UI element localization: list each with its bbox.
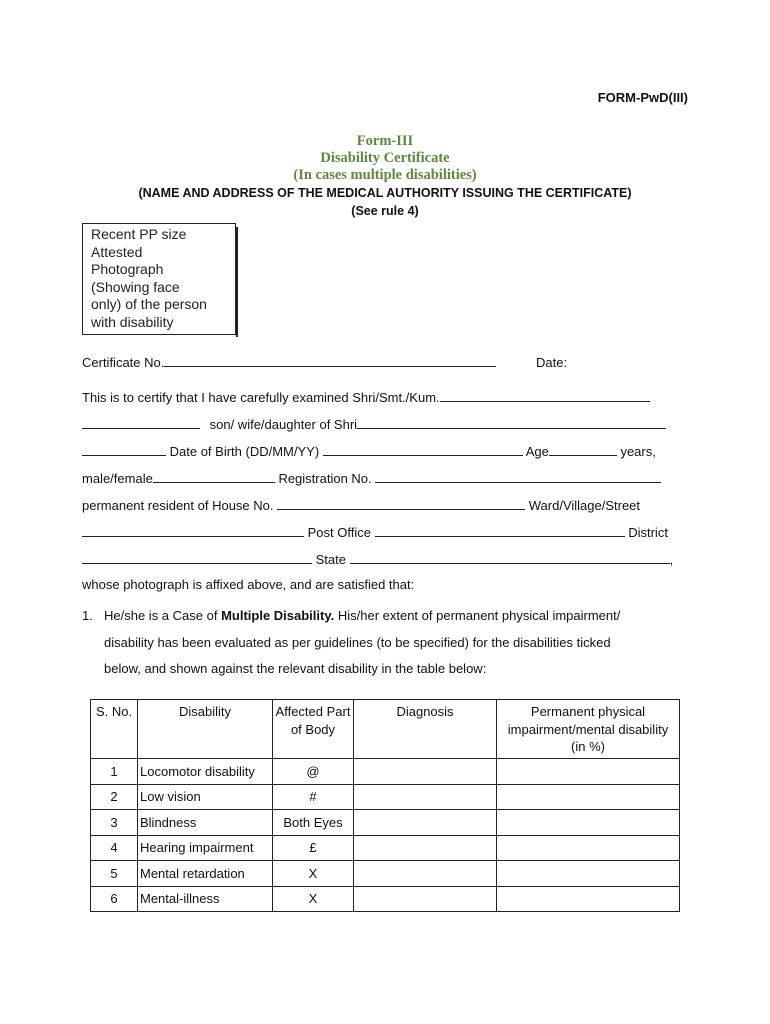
cell-impairment-percent[interactable] (497, 835, 680, 861)
certify-label: This is to certify that I have carefully examined Shri/Smt./Kum. (82, 390, 440, 405)
header-sno: S. No. (91, 700, 138, 759)
certificate-no-label: Certificate No. (82, 355, 165, 370)
table-row (91, 835, 680, 861)
photo-affixed-text: whose photograph is affixed above, and are satisfied that: (82, 577, 415, 592)
cell-disability: Locomotor disability (138, 759, 273, 785)
cell-disability: Low vision (138, 784, 273, 810)
cell-disability: Hearing impairment (138, 835, 273, 861)
district-field[interactable] (82, 550, 312, 564)
house-no-field[interactable] (277, 496, 525, 510)
photo-box-line: only) of the person (91, 296, 207, 312)
cell-affected-part: @ (273, 759, 354, 785)
gender-row (82, 469, 688, 486)
table-row (91, 886, 680, 912)
point-one (82, 603, 692, 683)
header-diagnosis: Diagnosis (354, 700, 497, 759)
point-line-3: below, and shown against the relevant disability in the table below: (104, 661, 487, 676)
certificate-no-row (82, 353, 688, 370)
photo-box-line: Recent PP size (91, 226, 187, 242)
certificate-title: Disability Certificate (320, 150, 450, 166)
cell-impairment-percent[interactable] (497, 861, 680, 887)
cell-disability: Mental-illness (138, 886, 273, 912)
cell-sno: 2 (91, 784, 138, 810)
table-row (91, 784, 680, 810)
dob-label: Date of Birth (DD/MM/YY) (169, 444, 320, 459)
gender-label: male/female (82, 471, 153, 486)
cell-diagnosis[interactable] (354, 810, 497, 836)
age-label: Age (525, 444, 549, 459)
son-of-label: son/ wife/daughter of Shri (209, 417, 358, 432)
photo-box-line: (Showing face (91, 278, 180, 295)
table-header-row (91, 700, 680, 759)
cell-affected-part: # (273, 784, 354, 810)
examined-name-field[interactable] (440, 388, 650, 402)
form-code: FORM-PwD(III) (597, 90, 688, 105)
title-block (0, 133, 770, 220)
state-comma: , (669, 552, 674, 567)
cell-sno: 1 (91, 759, 138, 785)
header-affected-part: Affected Part of Body (273, 700, 354, 759)
header-impairment-percent: Permanent physical impairment/mental disability (in %) (497, 700, 680, 759)
header-disability: Disability (138, 700, 273, 759)
age-field[interactable] (549, 442, 617, 456)
photo-box-line: with disability (91, 313, 174, 330)
parent-name-field[interactable] (357, 415, 666, 429)
post-office-row (82, 523, 688, 540)
rule-reference: (See rule 4) (351, 204, 419, 218)
ward-label: Ward/Village/Street (528, 498, 641, 513)
cell-sno: 4 (91, 835, 138, 861)
certificate-subtitle: (In cases multiple disabilities) (293, 167, 477, 183)
years-label: years, (620, 444, 656, 459)
resident-label: permanent resident of House No. (82, 498, 274, 513)
disability-table (90, 699, 680, 912)
dob-row (82, 442, 688, 459)
post-office-field[interactable] (375, 523, 625, 537)
cell-affected-part: X (273, 886, 354, 912)
cell-diagnosis[interactable] (354, 835, 497, 861)
photo-box[interactable] (82, 223, 236, 335)
state-row (82, 550, 688, 567)
cell-disability: Blindness (138, 810, 273, 836)
cell-affected-part: X (273, 861, 354, 887)
certificate-no-field[interactable] (164, 353, 496, 367)
form-number: Form-III (356, 133, 414, 149)
cell-impairment-percent[interactable] (497, 759, 680, 785)
date-label: Date: (536, 355, 568, 370)
district-label: District (628, 525, 668, 540)
cell-diagnosis[interactable] (354, 759, 497, 785)
table-row (91, 810, 680, 836)
point-number: 1. (82, 608, 93, 623)
cell-affected-part: Both Eyes (273, 810, 354, 836)
cell-sno: 3 (91, 810, 138, 836)
issuing-authority: (NAME AND ADDRESS OF THE MEDICAL AUTHORITY ISSUING THE CERTIFICATE) (138, 186, 632, 200)
resident-row (82, 496, 688, 513)
table-row (91, 861, 680, 887)
state-label: State (315, 552, 346, 567)
cell-impairment-percent[interactable] (497, 784, 680, 810)
cell-diagnosis[interactable] (354, 861, 497, 887)
gender-field[interactable] (153, 469, 275, 483)
cell-diagnosis[interactable] (354, 784, 497, 810)
registration-field[interactable] (375, 469, 661, 483)
point-text-post: His/her extent of permanent physical impairment/ (334, 608, 621, 623)
point-line-2: disability has been evaluated as per guidelines (to be specified) for the disabilities ticked (104, 634, 611, 650)
table-row (91, 759, 680, 785)
point-text-bold: Multiple Disability. (221, 608, 335, 623)
cell-sno: 5 (91, 861, 138, 887)
cell-impairment-percent[interactable] (497, 886, 680, 912)
cell-impairment-percent[interactable] (497, 810, 680, 836)
cell-diagnosis[interactable] (354, 886, 497, 912)
relation-row (82, 415, 688, 432)
relation-field[interactable] (82, 415, 200, 429)
dob-prefix-field[interactable] (82, 442, 166, 456)
cell-affected-part: £ (273, 835, 354, 861)
registration-label: Registration No. (278, 471, 372, 486)
examined-row (82, 388, 688, 405)
state-field[interactable] (350, 550, 670, 564)
point-text-pre: He/she is a Case of (104, 608, 222, 623)
street-field[interactable] (82, 523, 304, 537)
photo-box-line: Photograph (91, 261, 164, 277)
cell-sno: 6 (91, 886, 138, 912)
photo-box-line: Attested (91, 243, 143, 260)
post-office-label: Post Office (307, 525, 371, 540)
dob-field[interactable] (323, 442, 523, 456)
cell-disability: Mental retardation (138, 861, 273, 887)
